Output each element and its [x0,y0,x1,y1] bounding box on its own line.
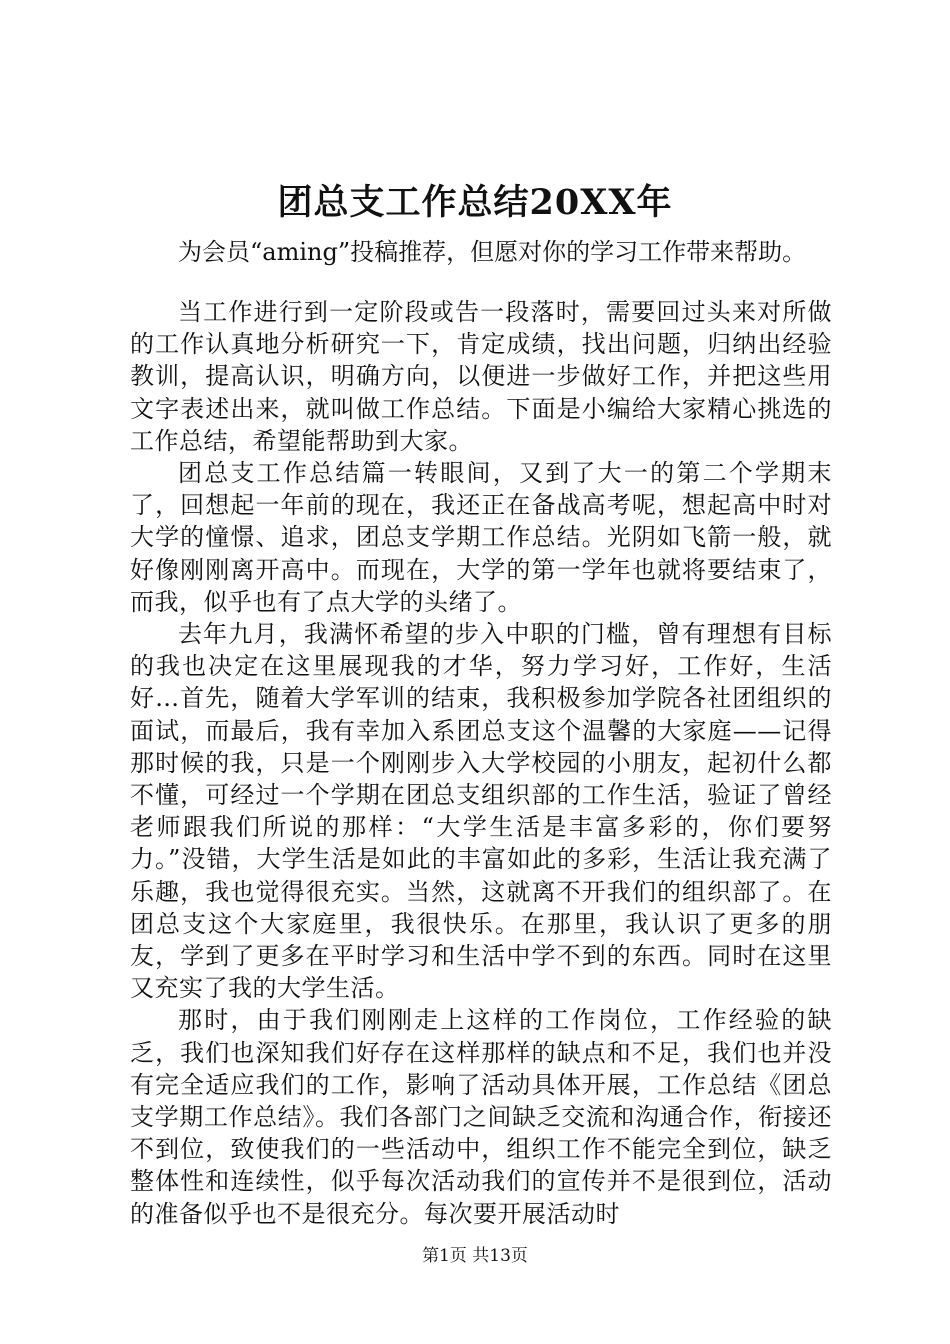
document-body [130,296,832,1230]
page-footer: 第1页 共13页 [422,1246,528,1266]
paragraph: 当工作进行到一定阶段或告一段落时，需要回过头来对所做的工作认真地分析研究一下，肯定成绩，找出问题，归纳出经验教训，提高认识，明确方向，以便进一步做好工作，并把这些用文字表述出来，就叫做工作总结。下面是小编给大家精心挑选的工作总结，希望能帮助到大家。 [130,298,832,455]
document-title: 团总支工作总结20XX年 [277,182,673,223]
paragraph: 团总支工作总结篇一转眼间，又到了大一的第二个学期末了，回想起一年前的现在，我还正在备战高考呢，想起高中时对大学的憧憬、追求，团总支学期工作总结。光阴如飞箭一般，就好像刚刚离开高中。而现在，大学的第一学年也就将要结束了，而我，似乎也有了点大学的头绪了。 [130,459,832,616]
document-subtitle: 为会员“aming”投稿推荐，但愿对你的学习工作带来帮助。 [178,238,807,266]
paragraph: 去年九月，我满怀希望的步入中职的门槛，曾有理想有目标的我也决定在这里展现我的才华，努力学习好，工作好，生活好…首先，随着大学军训的结束，我积极参加学院各社团组织的面试，而最后，我有幸加入系团总支这个温馨的大家庭——记得那时候的我，只是一个刚刚步入大学校园的小朋友，起初什么都不懂，可经过一个学期在团总支组织部的工作生活，验证了曾经老师跟我们所说的那样：“大学生活是丰富多彩的，你们要努力。”没错，大学生活是如此的丰富如此的多彩，生活让我充满了乐趣，我也觉得很充实。当然，这就离不开我们的组织部了。在团总支这个大家庭里，我很快乐。在那里，我认识了更多的朋友，学到了更多在平时学习和生活中学不到的东西。同时在这里又充实了我的大学生活。 [130,620,832,1003]
paragraph: 那时，由于我们刚刚走上这样的工作岗位，工作经验的缺乏，我们也深知我们好存在这样那样的缺点和不足，我们也并没有完全适应我们的工作，影响了活动具体开展，工作总结《团总支学期工作总结》。我们各部门之间缺乏交流和沟通合作，衔接还不到位，致使我们的一些活动中，组织工作不能完全到位，缺乏整体性和连续性，似乎每次活动我们的宣传并不是很到位，活动的准备似乎也不是很充分。每次要开展活动时 [130,1006,832,1228]
